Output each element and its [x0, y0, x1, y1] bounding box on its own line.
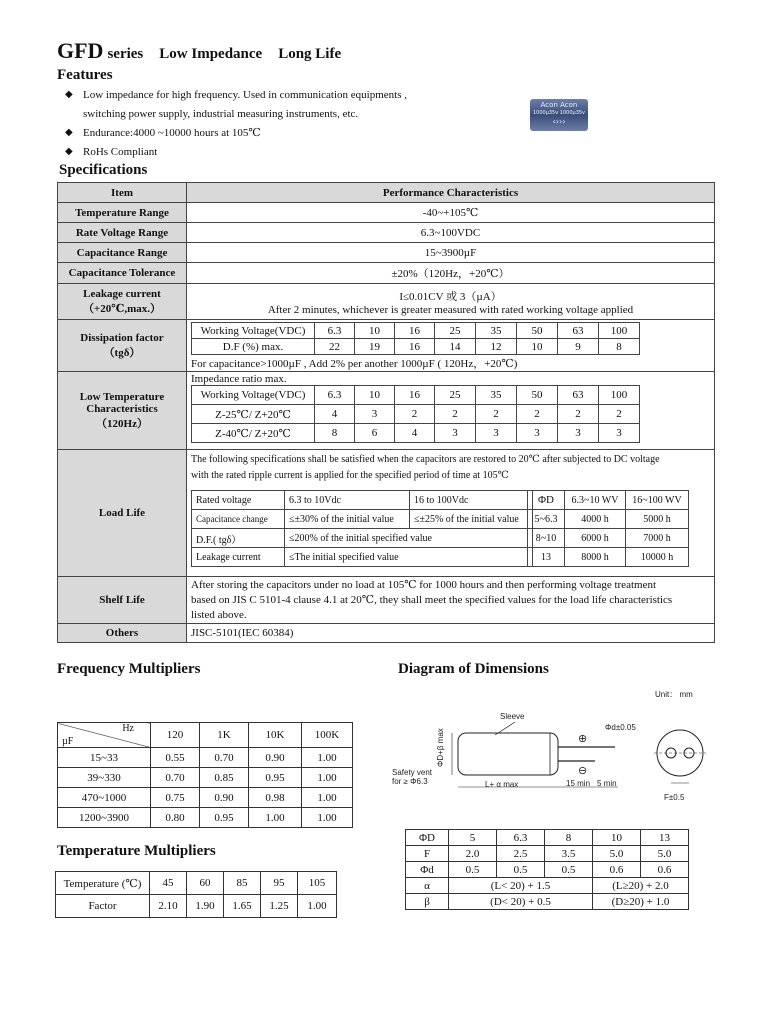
lowtemp-note: Impedance ratio max. [191, 373, 287, 385]
lt-cell: 3 [558, 424, 599, 443]
lt-voltage: 25 [435, 386, 476, 405]
tm-cell: 95 [261, 872, 298, 895]
temp-range-value: -40~+105℃ [187, 203, 715, 223]
dim-cell: (L< 20) + 1.5 [449, 878, 593, 894]
dim-label: F [406, 846, 449, 862]
df-table [191, 322, 640, 355]
leakage-label-2: （+20℃,max.） [82, 302, 162, 315]
tm-cell: 1.25 [261, 895, 298, 918]
ll-cell: 16 to 100Vdc [410, 491, 533, 510]
tm-label: Factor [56, 895, 150, 918]
freq-cell: 1.00 [302, 748, 353, 768]
cap-tol-value: ±20%（120Hz，+20℃） [187, 263, 715, 284]
freq-cell: 1.00 [302, 768, 353, 788]
lt-cell: 2 [558, 405, 599, 424]
lowtemp-value [187, 372, 715, 450]
freq-cell: 0.98 [249, 788, 302, 808]
tm-cell: 60 [187, 872, 224, 895]
tempmult-heading: Temperature Multipliers [57, 843, 216, 859]
lt-cell: 2 [599, 405, 640, 424]
lt-cell: 4 [315, 405, 355, 424]
df-cell: 8 [599, 339, 640, 355]
ll-hours: 6000 h [565, 529, 626, 548]
dim-label: Φd [406, 862, 449, 878]
freq-col: 10K [249, 723, 302, 748]
dim-cell: 0.5 [545, 862, 593, 878]
df-cell: 19 [355, 339, 395, 355]
series-word: series [107, 46, 144, 62]
volt-range-label: Rate Voltage Range [58, 223, 187, 243]
df-label-2: （tgδ） [103, 346, 141, 359]
ll-cell: ≤The initial specified value [285, 548, 533, 567]
df-voltage: 16 [395, 323, 435, 339]
lt-z40-label: Z-40℃/ Z+20℃ [192, 424, 315, 443]
dim-cell: 5.0 [593, 846, 641, 862]
df-note: For capacitance>1000µF , Add 2% per another 1000µF ( 120Hz，+20℃) [191, 358, 518, 370]
dim-head: 5 [449, 830, 497, 846]
lt-cell: 2 [517, 405, 558, 424]
ll-cell: 6.3 to 10Vdc [285, 491, 410, 510]
df-cell: 10 [517, 339, 558, 355]
specifications-heading: Specifications [59, 162, 148, 178]
loadlife-value [187, 450, 715, 577]
bullet-icon: ◆ [65, 89, 73, 100]
freq-cell: 0.70 [151, 768, 200, 788]
safety-label-2: for ≥ Φ6.3 [392, 777, 428, 786]
length-label: L+ α max [485, 780, 519, 789]
sleeve-label: Sleeve [500, 712, 525, 721]
df-label [58, 320, 187, 372]
bullet-icon: ◆ [65, 146, 73, 157]
freq-heading: Frequency Multipliers [57, 661, 201, 677]
lt-voltage: 16 [395, 386, 435, 405]
lt-cell: 8 [315, 424, 355, 443]
feature-2: Endurance:4000 ~10000 hours at 105℃ [83, 127, 261, 139]
loadlife-text-2: with the rated ripple current is applied for the specified period of time at 105℃ [191, 470, 509, 481]
volt-range-value: 6.3~100VDC [187, 223, 715, 243]
freq-cell: 0.90 [249, 748, 302, 768]
freq-cell: 1.00 [249, 808, 302, 828]
features-heading: Features [57, 67, 113, 83]
cap-range-label: Capacitance Range [58, 243, 187, 263]
ll-head: 16~100 WV [626, 491, 689, 510]
df-cell: 16 [395, 339, 435, 355]
freq-cell: 0.55 [151, 748, 200, 768]
lt-voltage: 6.3 [315, 386, 355, 405]
plus-icon: ⊕ [578, 733, 588, 745]
dim-cell: 2.0 [449, 846, 497, 862]
lt-voltage: 63 [558, 386, 599, 405]
subtitle-impedance: Low Impedance [159, 46, 263, 62]
minus-icon: ⊖ [578, 765, 588, 777]
tm-cell: 45 [150, 872, 187, 895]
dim-head: ΦD [406, 830, 449, 846]
loadlife-hours-table [527, 490, 689, 567]
freq-col: 1K [200, 723, 249, 748]
lt-cell: 2 [435, 405, 476, 424]
dim-head: 6.3 [497, 830, 545, 846]
tm-cell: 2.10 [150, 895, 187, 918]
dimensions-table [405, 829, 689, 910]
dim-head: 8 [545, 830, 593, 846]
cap-range-value: 15~3900µF [187, 243, 715, 263]
ll-cell: Leakage current [192, 548, 285, 567]
leakage-label-1: Leakage current [83, 287, 161, 300]
freq-table [57, 722, 353, 828]
lt-cell: 6 [355, 424, 395, 443]
dim-cell: 0.6 [593, 862, 641, 878]
freq-corner [58, 723, 151, 748]
dim-cell: (D≥20) + 1.0 [593, 894, 689, 910]
others-value: JISC-5101(IEC 60384) [187, 624, 715, 643]
feature-3: RoHs Compliant [83, 146, 158, 158]
ll-cell: ≤±25% of the initial value [410, 510, 533, 529]
loadlife-label: Load Life [58, 450, 187, 577]
df-voltage: 63 [558, 323, 599, 339]
df-voltage: 35 [476, 323, 517, 339]
dim-cell: 0.5 [449, 862, 497, 878]
specifications-table [57, 182, 715, 643]
lt-z25-label: Z-25℃/ Z+20℃ [192, 405, 315, 424]
tm-cell: 1.65 [224, 895, 261, 918]
feature-1b: switching power supply, industrial measuring instruments, etc. [83, 108, 359, 120]
loadlife-text-1: The following specifications shall be satisfied when the capacitors are restored to 20℃ after subjected to DC voltage [191, 454, 660, 465]
min5-label: 5 min [597, 779, 617, 788]
tm-label: Temperature (℃) [56, 872, 150, 895]
series-name: GFD [57, 38, 104, 63]
dim-cell: 0.6 [641, 862, 689, 878]
leakage-value [187, 284, 715, 320]
dim-head: 10 [593, 830, 641, 846]
df-value-label: D.F (%) max. [192, 339, 315, 355]
feature-1: Low impedance for high frequency. Used in communication equipments , [83, 89, 408, 101]
lowtemp-label [58, 372, 187, 450]
freq-row-label: 470~1000 [58, 788, 151, 808]
loadlife-criteria-table [191, 490, 533, 567]
dim-label: β [406, 894, 449, 910]
ll-head: 6.3~10 WV [565, 491, 626, 510]
shelf-line-2: based on JIS C 5101-4 clause 4.1 at 20℃, they shall meet the specified values for the load life characteristics [191, 594, 673, 606]
df-voltage: 50 [517, 323, 558, 339]
phiD-label: ΦD+β max [436, 728, 445, 767]
dim-head: 13 [641, 830, 689, 846]
tm-cell: 85 [224, 872, 261, 895]
shelf-value [187, 577, 715, 624]
ll-hours: 5000 h [626, 510, 689, 529]
lt-voltage: 50 [517, 386, 558, 405]
tm-cell: 1.00 [298, 895, 337, 918]
freq-row-label: 39~330 [58, 768, 151, 788]
lt-cell: 2 [395, 405, 435, 424]
ll-hours: 4000 h [565, 510, 626, 529]
dim-label: α [406, 878, 449, 894]
lt-cell: 3 [476, 424, 517, 443]
page-title [57, 38, 341, 64]
subtitle-life: Long Life [278, 46, 342, 62]
leakage-line-2: After 2 minutes, whichever is greater measured with rated working voltage applied [267, 303, 634, 316]
freq-cell: 0.95 [200, 808, 249, 828]
freq-cell: 1.00 [302, 788, 353, 808]
ll-hours: 8000 h [565, 548, 626, 567]
freq-row-label: 15~33 [58, 748, 151, 768]
lt-cell: 2 [476, 405, 517, 424]
bullet-icon: ◆ [65, 127, 73, 138]
freq-cell: 0.80 [151, 808, 200, 828]
freq-cell: 0.95 [249, 768, 302, 788]
lt-voltage: 35 [476, 386, 517, 405]
ll-cell: ≤±30% of the initial value [285, 510, 410, 529]
freq-row-label: 1200~3900 [58, 808, 151, 828]
freq-col: 100K [302, 723, 353, 748]
freq-cell: 0.75 [151, 788, 200, 808]
corner-hz: Hz [122, 723, 134, 734]
capacitor-marks: ‹››› [552, 117, 566, 126]
corner-uf: µF [62, 736, 74, 747]
ll-cell: D.F.( tgδ） [192, 529, 285, 548]
df-voltage-label: Working Voltage(VDC) [192, 323, 315, 339]
df-cell: 12 [476, 339, 517, 355]
lt-cell: 3 [517, 424, 558, 443]
phid-label: Φd±0.05 [605, 723, 636, 732]
col-performance: Performance Characteristics [187, 183, 715, 203]
col-item: Item [58, 183, 187, 203]
lt-voltage: 10 [355, 386, 395, 405]
freq-col: 120 [151, 723, 200, 748]
others-label: Others [58, 624, 187, 643]
lt-cell: 3 [435, 424, 476, 443]
cap-tol-label: Capacitance Tolerance [58, 263, 187, 284]
dimension-diagram [390, 685, 730, 810]
lowtemp-label-2: Characteristics [86, 402, 158, 415]
ll-hours: 13 [528, 548, 565, 567]
safety-label-1: Safety vent [392, 768, 433, 777]
freq-cell: 1.00 [302, 808, 353, 828]
dim-cell: 0.5 [497, 862, 545, 878]
df-voltage: 10 [355, 323, 395, 339]
dim-cell: 2.5 [497, 846, 545, 862]
unit-label: Unit： mm [655, 690, 693, 699]
capacitor-image [530, 99, 588, 131]
freq-cell: 0.85 [200, 768, 249, 788]
ll-hours: 7000 h [626, 529, 689, 548]
diagram-heading: Diagram of Dimensions [398, 661, 549, 677]
shelf-label: Shelf Life [58, 577, 187, 624]
leakage-label [58, 284, 187, 320]
lt-cell: 3 [355, 405, 395, 424]
df-voltage: 6.3 [315, 323, 355, 339]
ll-hours: 5~6.3 [528, 510, 565, 529]
ll-head: ΦD [528, 491, 565, 510]
lowtemp-label-3: （120Hz） [96, 417, 148, 430]
temp-range-label: Temperature Range [58, 203, 187, 223]
f-label: F±0.5 [664, 793, 685, 802]
capacitor-text2: 1000µ35v 1000µ35v [532, 110, 586, 116]
tm-cell: 1.90 [187, 895, 224, 918]
df-voltage: 100 [599, 323, 640, 339]
tm-cell: 105 [298, 872, 337, 895]
capacitor-body [458, 733, 558, 775]
df-cell: 22 [315, 339, 355, 355]
lt-cell: 4 [395, 424, 435, 443]
dim-cell: 5.0 [641, 846, 689, 862]
ll-cell: Capacitance change [192, 510, 285, 529]
lt-cell: 3 [599, 424, 640, 443]
min15-label: 15 min [566, 779, 591, 788]
dim-cell: 3.5 [545, 846, 593, 862]
dim-cell: (L≥20) + 2.0 [593, 878, 689, 894]
freq-cell: 0.90 [200, 788, 249, 808]
shelf-line-3: listed above. [191, 609, 247, 621]
ll-cell: Rated voltage [192, 491, 285, 510]
ll-hours: 8~10 [528, 529, 565, 548]
leakage-line-1: I≤0.01CV 或 3（µA） [399, 290, 502, 303]
lt-voltage: 100 [599, 386, 640, 405]
lt-voltage-label: Working Voltage(VDC) [192, 386, 315, 405]
shelf-line-1: After storing the capacitors under no load at 105℃ for 1000 hours and then performing voltage treatment [191, 579, 657, 591]
ll-cell: ≤200% of the initial specified value [285, 529, 533, 548]
capacitor-text: Acon Acon [540, 101, 578, 109]
df-label-1: Dissipation factor [80, 331, 164, 344]
df-cell: 14 [435, 339, 476, 355]
dim-cell: (D< 20) + 0.5 [449, 894, 593, 910]
tempmult-table [55, 871, 337, 918]
ll-hours: 10000 h [626, 548, 689, 567]
freq-cell: 0.70 [200, 748, 249, 768]
lowtemp-label-1: Low Temperature [79, 390, 165, 403]
df-cell: 9 [558, 339, 599, 355]
lowtemp-table [191, 385, 640, 443]
df-voltage: 25 [435, 323, 476, 339]
df-value [187, 320, 715, 372]
